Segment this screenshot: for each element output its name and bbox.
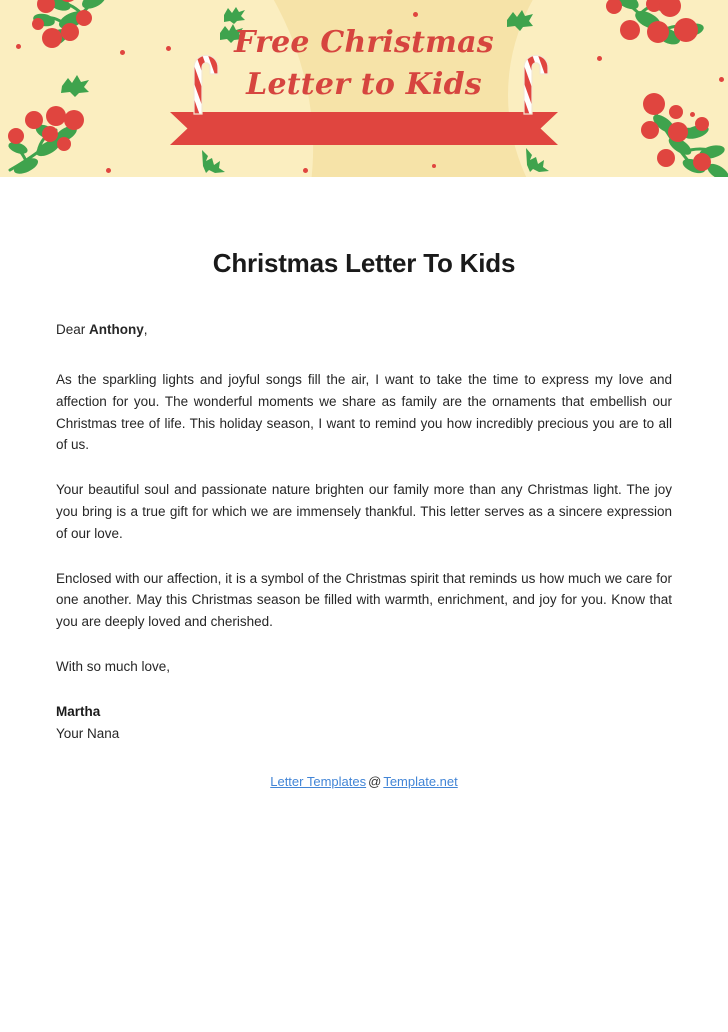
salutation-suffix: , (143, 322, 148, 337)
header-title (0, 22, 728, 106)
paragraph: Enclosed with our affection, it is a symbol of the Christmas spirit that reminds us how much we care for one another. May this Christmas season be filled with warmth, enrichment, and joy for you. Know that you are deeply loved and cherished. (56, 570, 672, 630)
header-banner (0, 0, 728, 177)
paragraph: Your beautiful soul and passionate nature brighten our family more than any Christmas light. The joy you bring is a true gift for which we are immensely thankful. This letter serves as a sincere expression of our love. (56, 482, 672, 541)
header-title-line-1: Free Christmas (234, 25, 494, 60)
recipient-name: Anthony (89, 322, 144, 337)
salutation (56, 320, 672, 340)
footer-separator: @ (368, 773, 382, 789)
decor-dot (432, 164, 436, 168)
berry-sprig-icon (4, 104, 124, 177)
decor-dot (106, 168, 111, 173)
closing-line: With so much love, (56, 658, 171, 674)
salutation-prefix: Dear (56, 322, 90, 337)
letter-body (0, 177, 728, 789)
letter-text-block (0, 320, 728, 789)
template-net-link[interactable]: Template.net (383, 773, 458, 789)
page-title: Christmas Letter To Kids (212, 248, 516, 278)
header-title-line-2: Letter to Kids (246, 67, 482, 102)
decor-dot (690, 112, 695, 117)
footer-credit (56, 774, 672, 789)
signature-name: Martha (56, 703, 101, 719)
berry-sprig-icon (690, 150, 728, 177)
signature-role: Your Nana (56, 725, 120, 741)
ribbon-banner-icon (170, 112, 558, 145)
letter-templates-link[interactable]: Letter Templates (270, 773, 367, 789)
holly-leaf-icon (521, 146, 553, 174)
holly-leaf-icon (198, 148, 228, 174)
paragraph: As the sparkling lights and joyful songs fill the air, I want to take the time to express my love and affection for you. The wonderful moments we share as family are the ornaments that embellish our Christmas tree of life. This holiday season, I want to remind you how incredibly precious you are to all of us. (56, 372, 672, 453)
decor-dot (413, 12, 418, 17)
decor-dot (303, 168, 308, 173)
